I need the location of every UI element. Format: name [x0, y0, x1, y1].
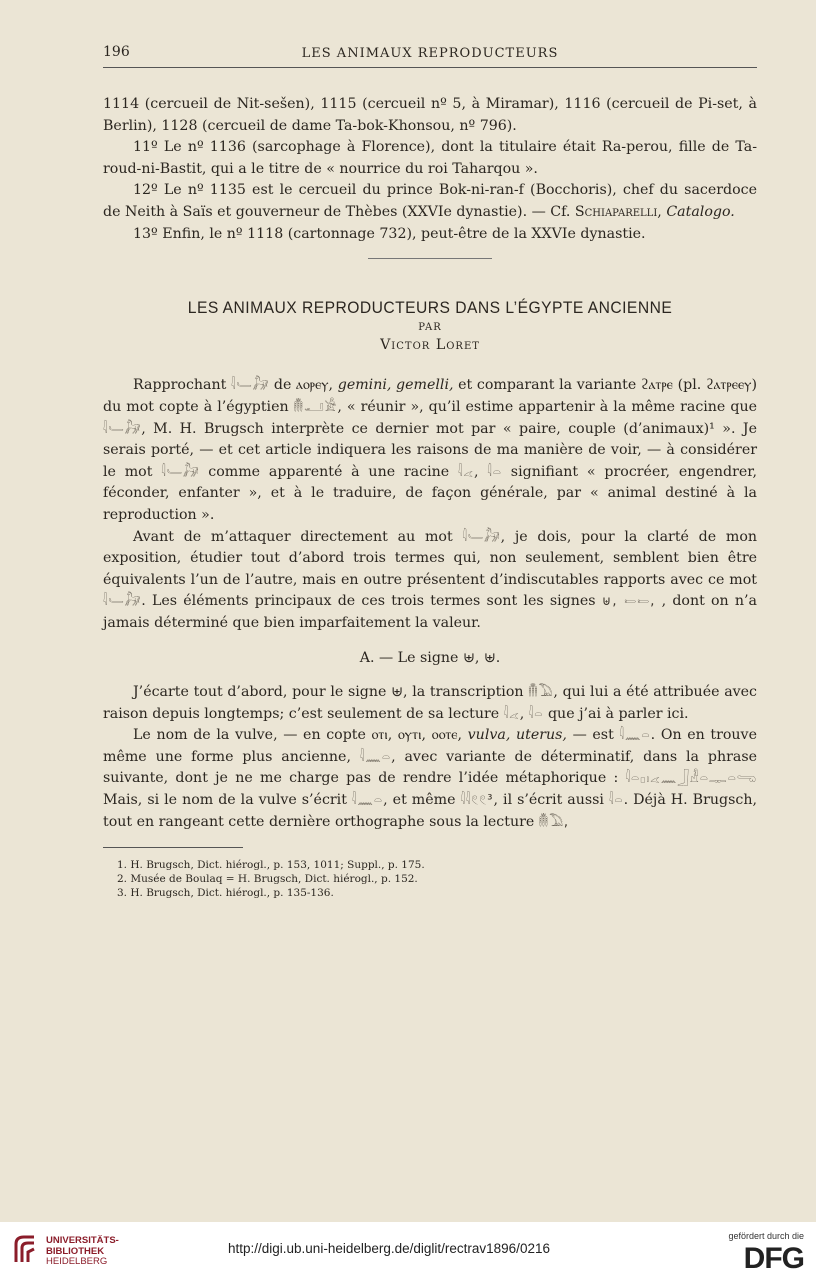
article-par: PAR	[418, 321, 442, 333]
hieroglyph-group: 𓄟𓅐	[528, 685, 554, 701]
hieroglyph-group: 𓇋𓏏	[608, 793, 624, 809]
author-name: Schiaparelli,	[574, 203, 662, 220]
funding-note: gefördert durch die	[728, 1231, 804, 1241]
section-heading: A. — Le signe ⊎, ⊎.	[359, 650, 501, 667]
paragraph: 1114 (cercueil de Nit-sešen), 1115 (cercueil nº 5, à Miramar), 1116 (cercueil de Pi-set, à Berlin), 1128 (cercueil de dame Ta-bok-Khonsou, nº 796).	[103, 96, 757, 134]
hieroglyph-group: 𓇋𓂁	[503, 706, 520, 722]
header-rule	[103, 67, 757, 68]
body-text	[103, 94, 757, 900]
hieroglyph-group: 𓇋𓇋𓏲𓏲³	[460, 793, 494, 809]
hieroglyph-group: 𓄟𓅐,	[538, 814, 570, 830]
footnote: 3. H. Brugsch, Dict. hiérogl., p. 135-136.	[117, 887, 334, 900]
university-logo-icon[interactable]	[12, 1234, 38, 1264]
running-head: LES ANIMAUX REPRODUCTEURS	[301, 46, 559, 61]
hieroglyph-group: 𓇋𓄑𓃗	[231, 378, 270, 394]
hieroglyph-group: ⊎, 𓍿𓍿,	[601, 594, 656, 610]
hieroglyph-group: 𓇋𓈖𓏏	[351, 793, 384, 809]
paragraph: J’écarte tout d’abord, pour le signe ⊎, la transcription 𓄟𓅐, qui lui a été attribuée avec raison depuis longtemps; c’est seulement de sa lecture 𓇋𓂁, 𓇋𓏏 que j’ai à parler ici.	[103, 684, 758, 722]
footnote: 1. H. Brugsch, Dict. hiérogl., p. 153, 1011; Suppl., p. 175.	[117, 859, 425, 872]
paragraph: Le nom de la vulve, — en copte ⲟⲧⲓ, ⲟⲩⲧⲓ, ⲟⲟⲧⲉ, vulva, uterus, — est 𓇋𓈖𓏏. On en trouve même une forme plus ancienne, 𓇋𓈖𓏏, avec variante de déterminatif, dans la phrase suivante, dont je ne me charge pas de rendre l’idée métaphorique : 𓇋𓏏𓊪𓏤𓂁𓈖𓃀𓁐𓏏𓊃𓏏𓂸 Mais, si le nom de la vulve s’écrit 𓇋𓈖𓏏, et même 𓇋𓇋𓏲𓏲³, il s’écrit aussi 𓇋𓏏. Déjà H. Brugsch, tout en rangeant cette dernière orthographe sous la lecture 𓄟𓅐,	[103, 727, 757, 830]
page-number: 196	[103, 44, 130, 60]
hieroglyph-group: 𓇋𓈖𓏏	[619, 728, 651, 744]
footnote-rule	[103, 847, 243, 848]
hieroglyph-group: 𓇋𓈖𓏏	[359, 749, 392, 765]
footnote: 2. Musée de Boulaq = H. Brugsch, Dict. hiérogl., p. 152.	[117, 873, 418, 886]
paragraph: 11º Le nº 1136 (sarcophage à Florence), dont la titulaire était Ra-perou, fille de Ta-roud-ni-Bastit, qui a le titre de « nourrice du roi Taharqou ».	[103, 139, 757, 177]
hieroglyph-group: 𓇋𓄑𓃗	[462, 529, 501, 545]
article-title: LES ANIMAUX REPRODUCTEURS DANS L’ÉGYPTE ANCIENNE	[187, 298, 673, 318]
paragraph: Avant de m’attaquer directement au mot 𓇋𓄑𓃗, je dois, pour la clarté de mon exposition, étudier tout d’abord trois termes qui, non seulement, semblent bien être équivalents l’un de l’autre, mais en outre présentent d’indiscutables rapports avec ce mot 𓇋𓄑𓃗. Les éléments principaux de ces trois termes sont les signes ⊎, 𓍿𓍿, , dont on n’a jamais déterminé que bien imparfaitement la valeur.	[103, 528, 758, 631]
hieroglyph-group: 𓇋𓂁	[457, 464, 474, 480]
footer-bar	[0, 1222, 816, 1278]
paragraph: 12º Le nº 1135 est le cercueil du prince Bok-ni-ran-f (Bocchoris), chef du sacerdoce de Neith à Saïs et gouverneur de Thèbes (XXVIe dynastie). — Cf. Schiaparelli, Catalogo.	[103, 182, 757, 220]
hieroglyph-group: 𓇋𓄑𓃗	[103, 421, 142, 437]
dfg-logo[interactable]: DFG	[743, 1242, 804, 1275]
hieroglyph-group: 𓇋𓏏	[487, 464, 502, 480]
hieroglyph-phrase: 𓇋𓏏𓊪𓏤𓂁𓈖𓃀𓁐𓏏𓊃𓏏𓂸	[625, 771, 757, 787]
hieroglyph-group: 𓇋𓏏	[528, 706, 544, 722]
hieroglyph-group: 𓇋𓄑𓃗	[161, 464, 200, 480]
page-header	[103, 44, 757, 64]
article-author: Victor Loret	[380, 336, 480, 353]
section-separator	[368, 258, 492, 259]
hieroglyph-group: 𓄟𓂝𓀀	[293, 399, 338, 415]
paragraph: Rapprochant 𓇋𓄑𓃗 de ⲁⲟⲣⲉⲩ, gemini, gemelli, et comparant la variante ϩⲁⲧⲣⲉ (pl. ϩⲁⲧⲣⲉⲉⲩ) du mot copte à l’égyptien 𓄟𓂝𓀀, « réunir », qu’il estime appartenir à la même racine que 𓇋𓄑𓃗, M. H. Brugsch interprète ce dernier mot par « paire, couple (d’animaux)¹ ». Je serais porté, — et cet article indiquera les raisons de ma manière de voir, — à considérer le mot 𓇋𓄑𓃗 comme apparenté à une racine 𓇋𓂁, 𓇋𓏏 signifiant « procréer, engendrer, féconder, enfanter », et à le traduire, de façon générale, par « animal destiné à la reproduction ».	[103, 377, 758, 523]
hieroglyph-group: 𓇋𓄑𓃗	[103, 594, 142, 610]
paragraph: 13º Enfin, le nº 1118 (cartonnage 732), peut-être de la XXVIe dynastie.	[133, 225, 646, 242]
document-url-link[interactable]: http://digi.ub.uni-heidelberg.de/diglit/rectrav1896/0216	[228, 1241, 550, 1256]
library-name[interactable]: UNIVERSITÄTS- BIBLIOTHEK HEIDELBERG	[46, 1235, 119, 1267]
